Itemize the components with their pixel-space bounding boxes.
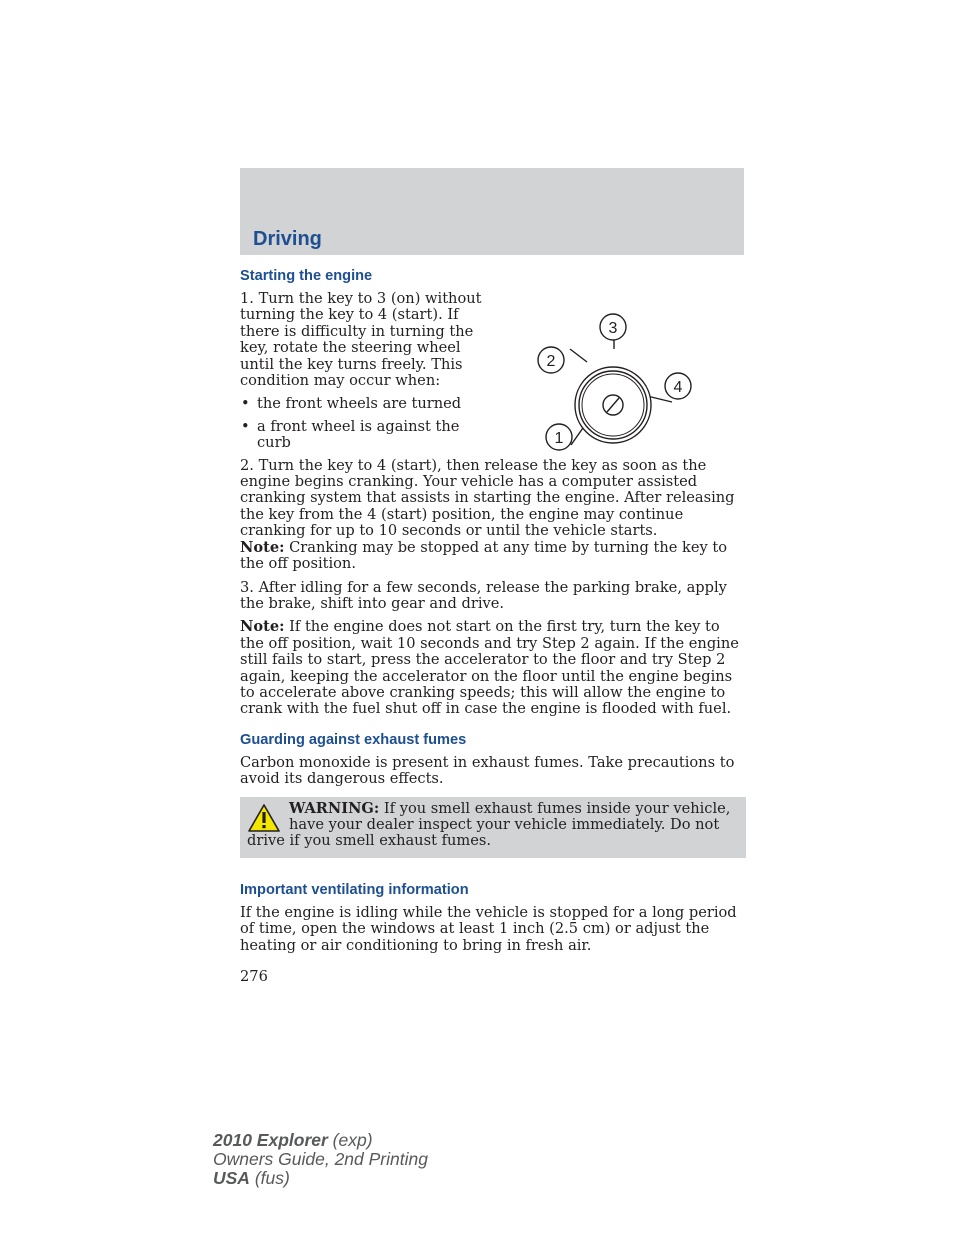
condition-list xyxy=(240,396,746,451)
step-3-text: 3. After idling for a few seconds, release the parking brake, apply the brake, shift into gear and drive. xyxy=(240,578,727,612)
svg-text:3: 3 xyxy=(608,320,618,337)
warning-text: If you smell exhaust fumes inside your vehicle, have your dealer inspect your vehicle immediately. Do not drive if you smell exhaust fumes. xyxy=(247,799,731,850)
step-1-text: 1. Turn the key to 3 (on) without turning the key to 4 (start). If there is difficulty in turning the key, rotate the steering wheel until the key turns freely. This condition may occur when: xyxy=(240,290,482,390)
heading-ventilating-information: Important ventilating information xyxy=(240,881,469,898)
position-label-3 xyxy=(600,314,626,340)
section-title: Driving xyxy=(253,228,322,250)
page-content xyxy=(240,267,746,985)
svg-text:4: 4 xyxy=(673,379,683,396)
footer-line-1: 2010 Explorer (exp) xyxy=(213,1130,373,1150)
footer-line-2: Owners Guide, 2nd Printing xyxy=(213,1149,428,1169)
list-item: • the front wheels are turned xyxy=(240,396,746,412)
step-2-text: 2. Turn the key to 4 (start), then release the key as soon as the engine begins cranking. Your vehicle has a computer assisted cranking system that assists in starting the engine. After releasing the key from the 4 (start) position, the engine may continue cranking for up to 10 seconds or until the vehicle starts. xyxy=(240,456,735,540)
svg-text:2: 2 xyxy=(546,353,556,370)
note-text: Cranking may be stopped at any time by turning the key to the off position. xyxy=(240,538,728,573)
note-2 xyxy=(240,619,746,717)
note-1 xyxy=(240,540,746,573)
position-label-2 xyxy=(538,347,564,373)
ventilation-text: If the engine is idling while the vehicle is stopped for a long period of time, open the windows at least 1 inch (2.5 cm) or adjust the heating or air conditioning to bring in fresh air. xyxy=(240,903,737,954)
note-label: Note: xyxy=(240,538,285,556)
heading-exhaust-fumes: Guarding against exhaust fumes xyxy=(240,731,467,748)
svg-text:1: 1 xyxy=(554,430,564,447)
footer-line-3: USA (fus) xyxy=(213,1168,290,1188)
warning-box xyxy=(240,797,746,858)
note-label: Note: xyxy=(240,618,285,636)
position-label-4 xyxy=(665,373,691,399)
exhaust-text: Carbon monoxide is present in exhaust fumes. Take precautions to avoid its dangerous effects. xyxy=(240,753,735,788)
document-footer xyxy=(213,1131,428,1188)
note-text: If the engine does not start on the first try, turn the key to the off position, wait 10 seconds and try Step 2 again. If the engine still fails to start, press the accelerator to the floor and try Step 2 again, keeping the accelerator on the floor until the engine begins to accelerate above cranking speeds; this will allow the engine to crank with the fuel shut off in case the engine is flooded with fuel. xyxy=(240,618,739,718)
page-number: 276 xyxy=(240,968,268,985)
warning-triangle-icon xyxy=(247,803,281,833)
heading-starting-engine: Starting the engine xyxy=(240,268,373,284)
warning-label: WARNING: xyxy=(289,799,380,817)
list-item: • a front wheel is against the curb xyxy=(240,419,746,452)
